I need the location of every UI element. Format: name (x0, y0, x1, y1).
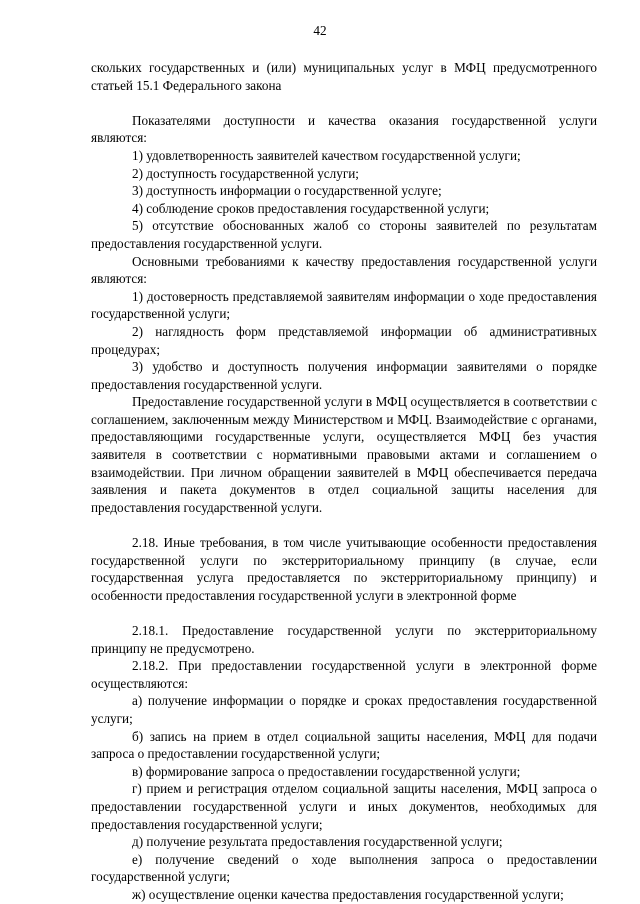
paragraph: Предоставление государственной услуги в МФЦ осуществляется в соответствии с соглашением, заключенным между Министерством и МФЦ. Взаимодействие с органами, предоставляющими государственные услуги, осуществляется МФЦ без участия заявителя в соответствии с нормативными правовыми актами и соглашением о взаимодействии. При личном обращении заявителей в МФЦ обеспечивается передача заявления и пакета документов в отдел социальной защиты населения для предоставления государственной услуги. (91, 394, 597, 515)
paragraph: Основными требованиями к качеству предоставления государственной услуги являются: (91, 253, 597, 287)
paragraph: 4) соблюдение сроков предоставления государственной услуги; (132, 200, 490, 216)
paragraph: 3) удобство и доступность получения информации заявителями о порядке предоставления государственной услуги. (91, 359, 597, 392)
document-body (91, 59, 597, 904)
page-number: 42 (313, 23, 327, 38)
paragraph: 3) доступность информации о государственной услуге; (132, 183, 442, 199)
paragraph: б) запись на прием в отдел социальной защиты населения, МФЦ для подачи запроса о предоставлении государственной услуги; (91, 728, 597, 762)
paragraph: в) формирование запроса о предоставлении государственной услуги; (132, 763, 521, 779)
paragraph: 2) наглядность форм представляемой информации об административных процедурах; (91, 323, 597, 357)
paragraph: ж) осуществление оценки качества предоставления государственной услуги; (132, 886, 564, 902)
paragraph: 2.18.1. Предоставление государственной услуги по экстерриториальному принципу не предусмотрено. (91, 623, 597, 656)
paragraph: Показателями доступности и качества оказания государственной услуги являются: (91, 112, 597, 146)
paragraph: 2.18.2. При предоставлении государственной услуги в электронной форме осуществляются: (91, 658, 597, 691)
paragraph: е) получение сведений о ходе выполнения запроса о предоставлении государственной услуги; (91, 851, 597, 885)
paragraph: 1) достоверность представляемой заявителям информации о ходе предоставления государственной услуги; (91, 288, 597, 322)
paragraph: 5) отсутствие обоснованных жалоб со стороны заявителей по результатам предоставления государственной услуги. (91, 218, 597, 251)
paragraph: 1) удовлетворенность заявителей качеством государственной услуги; (132, 147, 521, 163)
paragraph: 2.18. Иные требования, в том числе учитывающие особенности предоставления государственной услуги по экстерриториальному принципу (в случае, если государственная услуга предоставляется по экстерриториальному принципу) и особенности предоставления государственной услуги в электронной форме (91, 535, 597, 603)
paragraph: скольких государственных и (или) муниципальных услуг в МФЦ предусмотренного статьей 15.1 Федерального закона (91, 60, 597, 93)
paragraph: 2) доступность государственной услуги; (132, 165, 359, 181)
paragraph: а) получение информации о порядке и сроках предоставления государственной услуги; (91, 693, 597, 726)
paragraph: г) прием и регистрация отделом социальной защиты населения, МФЦ запроса о предоставлении государственной услуги и иных документов, необходимых для предоставления государственной услуги; (91, 781, 597, 832)
paragraph: д) получение результата предоставления государственной услуги; (132, 834, 503, 850)
